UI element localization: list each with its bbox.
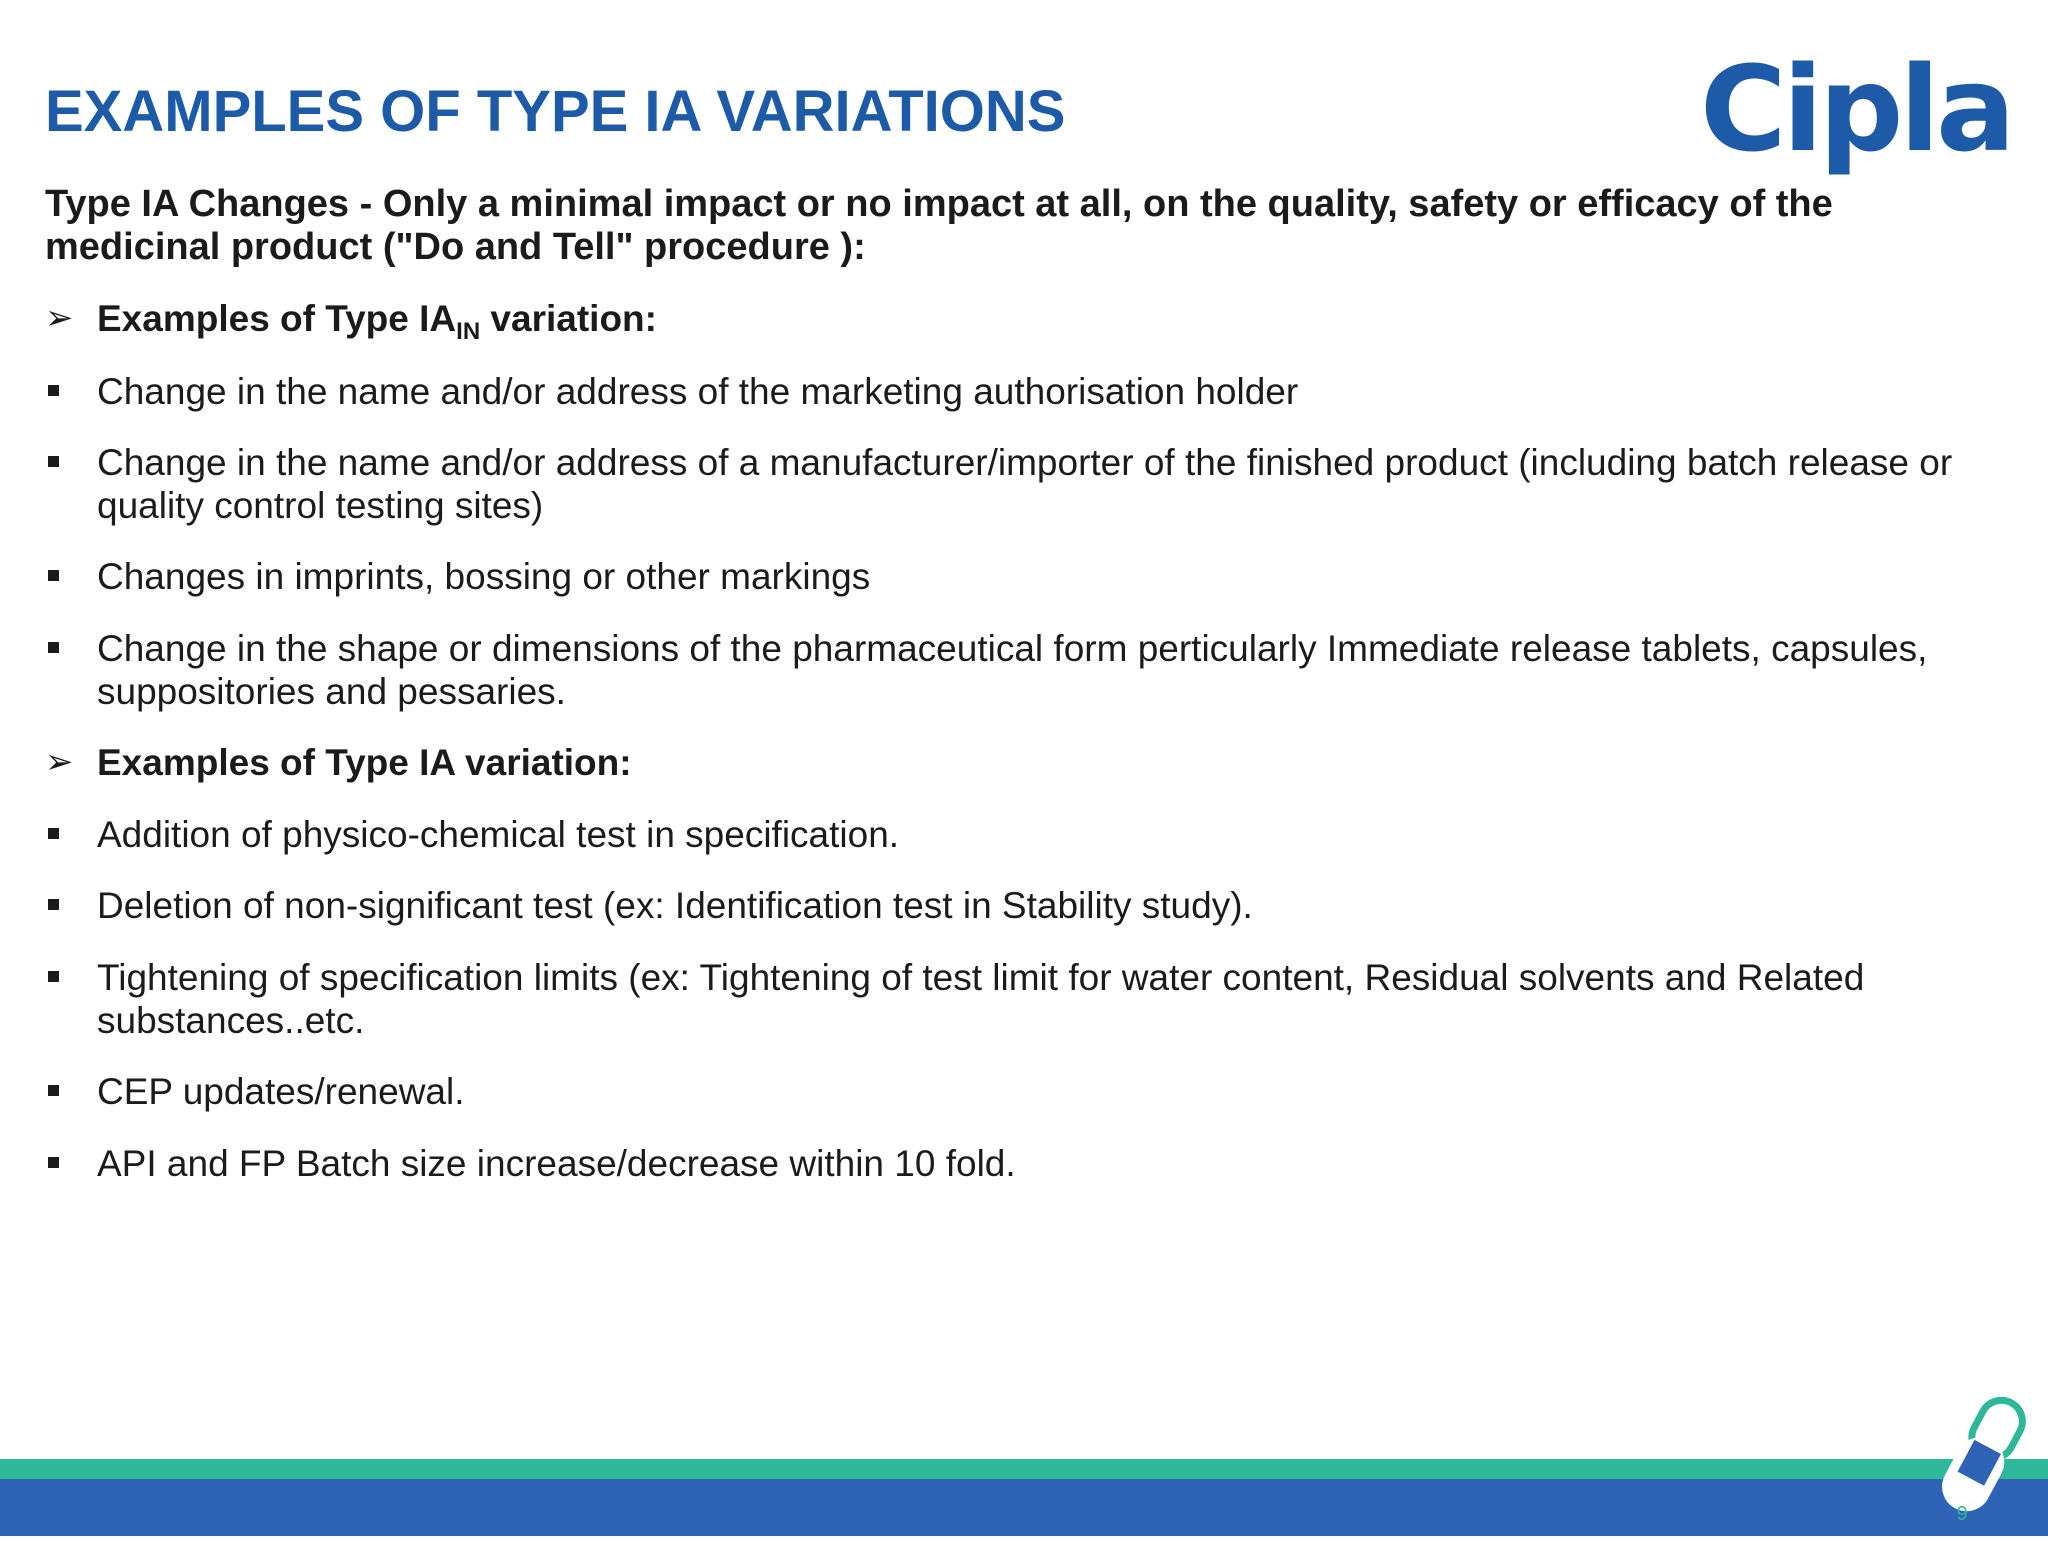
- square-bullet-icon: [45, 813, 97, 856]
- list-item: [45, 370, 2005, 413]
- square-bullet-icon: [45, 956, 97, 999]
- list-item-text: Addition of physico-chemical test in specification.: [97, 814, 900, 855]
- square-bullet-icon: [45, 627, 97, 670]
- list-item: [45, 813, 2005, 856]
- footer-band-green: [0, 1459, 2048, 1479]
- cipla-logo: Cipla: [1700, 40, 2012, 178]
- square-bullet-icon: [45, 1070, 97, 1113]
- section-heading-text: Examples of Type $IA_{IN}$ variation:: [97, 298, 657, 345]
- list-item-text: Tightening of specification limits (ex: Tightening of test limit for water content, Residual solvents and Related substances..etc.: [97, 957, 1865, 1041]
- list-item-text: CEP updates/renewal.: [97, 1071, 465, 1112]
- page-number: 9: [1956, 1503, 1968, 1525]
- slide-title: EXAMPLES OF TYPE IA VARIATIONS: [45, 79, 1066, 144]
- square-bullet-icon: [45, 370, 97, 413]
- square-bullet-icon: [45, 441, 97, 484]
- square-bullet-icon: [45, 884, 97, 927]
- list-item-text: Change in the shape or dimensions of the pharmaceutical form perticularly Immediate release tablets, capsules, suppositories and pessaries.: [97, 628, 1928, 712]
- list-item-text: Deletion of non-significant test (ex: Identification test in Stability study).: [97, 885, 1253, 926]
- arrow-bullet-icon: ➢: [45, 743, 74, 781]
- list-item: [45, 1070, 2005, 1113]
- section-heading-type-ia-in: [45, 297, 2005, 345]
- list-item-text: API and FP Batch size increase/decrease within 10 fold.: [97, 1143, 1016, 1184]
- list-item: [45, 555, 2005, 598]
- section-heading-text: Examples of Type IA variation:: [97, 742, 632, 783]
- section-heading-type-ia: [45, 741, 2005, 784]
- capsule-icon: [1905, 1380, 2048, 1536]
- arrow-bullet-icon: ➢: [45, 299, 74, 337]
- list-item: [45, 627, 2005, 713]
- square-bullet-icon: [45, 555, 97, 598]
- list-item: [45, 1142, 2005, 1185]
- list-item: [45, 884, 2005, 927]
- intro-text: Type IA Changes - Only a minimal impact or no impact at all, on the quality, safety or efficacy of the medicinal product ("Do and Tell" procedure ):: [45, 183, 1833, 268]
- list-item-text: Change in the name and/or address of the marketing authorisation holder: [97, 371, 1299, 412]
- list-item: [45, 956, 2005, 1042]
- footer-band-blue: [0, 1479, 2048, 1536]
- square-bullet-icon: [45, 1142, 97, 1185]
- list-item-text: Changes in imprints, bossing or other markings: [97, 556, 871, 597]
- list-item: [45, 441, 2005, 527]
- list-item-text: Change in the name and/or address of a manufacturer/importer of the finished product (including batch release or quality control testing sites): [97, 442, 1953, 526]
